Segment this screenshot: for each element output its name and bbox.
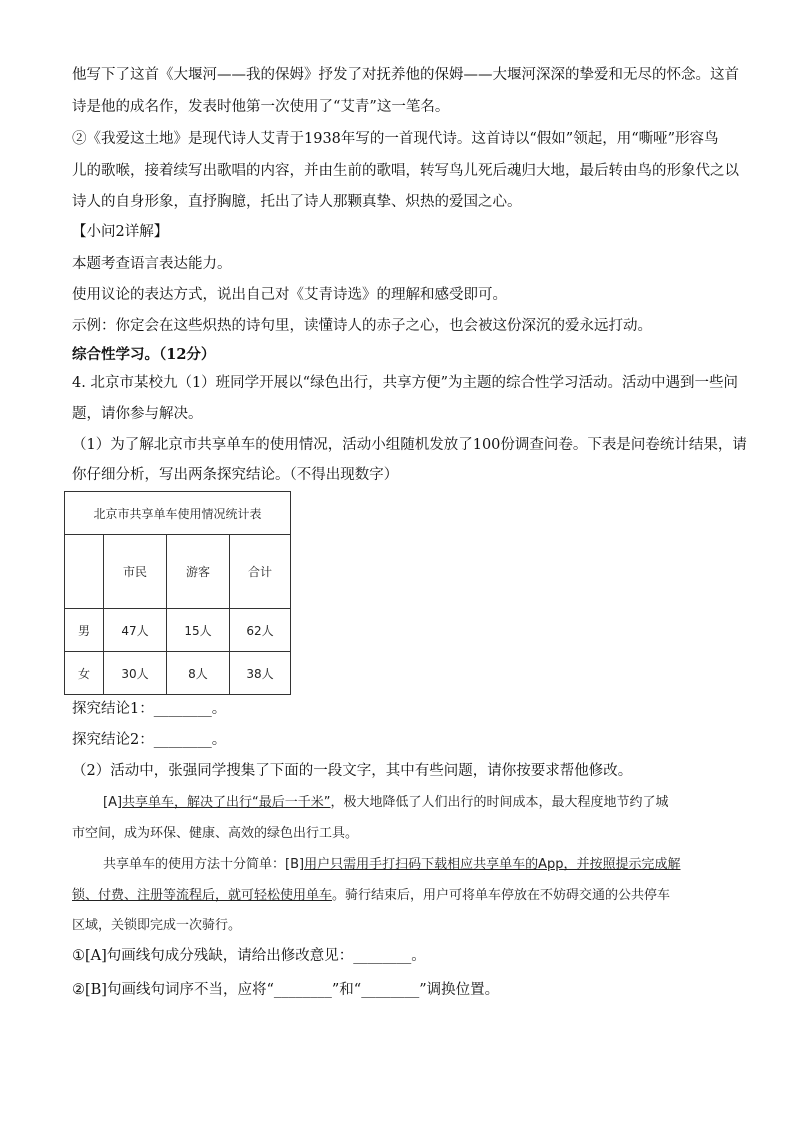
table-header-cell: 游客 bbox=[167, 535, 230, 609]
question-text: 题，请你参与解决。 bbox=[72, 406, 203, 422]
passage-line: 市空间，成为环保、健康、高效的绿色出行工具。 bbox=[72, 826, 359, 841]
statistics-table bbox=[64, 491, 291, 695]
passage-line bbox=[72, 886, 670, 906]
table-cell: 8人 bbox=[167, 652, 230, 695]
question-text: ①[A]句画线句成分残缺，请给出修改意见：________。 bbox=[72, 948, 426, 964]
passage-text: 。骑行结束后，用户可将单车停放在不妨碍交通的公共停车 bbox=[332, 888, 671, 903]
table-row bbox=[65, 652, 291, 695]
table-caption: 北京市共享单车使用情况统计表 bbox=[65, 492, 291, 535]
section-title: 综合性学习。（12分） bbox=[72, 346, 216, 363]
table-cell: 47人 bbox=[104, 609, 167, 652]
text-line: ②《我爱这土地》是现代诗人艾青于1938年写的一首现代诗。这首诗以“假如”领起，用“嘶哑”形容鸟 bbox=[72, 131, 719, 147]
question-text: 你仔细分析，写出两条探究结论。（不得出现数字） bbox=[72, 467, 399, 483]
table-header-cell bbox=[65, 535, 104, 609]
table-row bbox=[65, 609, 291, 652]
passage-line bbox=[103, 855, 680, 875]
text-line: 示例：你定会在这些炽热的诗句里，读懂诗人的赤子之心，也会被这份深沉的爱永远打动。 bbox=[72, 318, 652, 334]
underlined-sentence: 锁、付费、注册等流程后，就可轻松使用单车 bbox=[72, 888, 333, 903]
question-text: （2）活动中，张强同学搜集了下面的一段文字，其中有些问题，请你按要求帮他修改。 bbox=[72, 763, 633, 779]
question-text: 4. 北京市某校九（1）班同学开展以“绿色出行，共享方便”为主题的综合性学习活动。活动中遇到一些问 bbox=[72, 375, 738, 391]
table-cell: 62人 bbox=[230, 609, 291, 652]
passage-text: ，极大地降低了人们出行的时间成本，最大程度地节约了城 bbox=[330, 795, 669, 810]
question-text: （1）为了解北京市共享单车的使用情况，活动小组随机发放了100份调查问卷。下表是问卷统计结果，请 bbox=[72, 437, 747, 453]
underlined-sentence: 用户只需用手打扫码下载相应共享单车的App，并按照提示完成解 bbox=[304, 857, 681, 872]
table-header-cell: 合计 bbox=[230, 535, 291, 609]
sentence-label: [A] bbox=[103, 795, 123, 810]
underlined-sentence: 共享单车，解决了出行“最后一千米” bbox=[122, 795, 331, 810]
answer-heading: 【小问2详解】 bbox=[72, 224, 169, 240]
conclusion-blank: 探究结论1：________。 bbox=[72, 701, 227, 717]
table-cell: 男 bbox=[65, 609, 104, 652]
passage-line: 区域，关锁即完成一次骑行。 bbox=[72, 918, 242, 933]
table-header-cell: 市民 bbox=[104, 535, 167, 609]
passage-line bbox=[103, 793, 669, 813]
table-cell: 30人 bbox=[104, 652, 167, 695]
table-cell: 38人 bbox=[230, 652, 291, 695]
passage-text: 共享单车的使用方法十分简单：[B] bbox=[103, 857, 305, 872]
text-line: 儿的歌喉，接着续写出歌唱的内容，并由生前的歌唱，转写鸟儿死后魂归大地，最后转由鸟的形象代之以 bbox=[72, 163, 739, 179]
question-text: ②[B]句画线句词序不当，应将“________”和“________”调换位置。 bbox=[72, 982, 500, 998]
table-cell: 女 bbox=[65, 652, 104, 695]
conclusion-blank: 探究结论2：________。 bbox=[72, 732, 227, 748]
text-line: 诗是他的成名作，发表时他第一次使用了“艾青”这一笔名。 bbox=[72, 99, 450, 115]
text-line: 本题考查语言表达能力。 bbox=[72, 256, 232, 272]
text-line: 诗人的自身形象，直抒胸臆，托出了诗人那颗真挚、炽热的爱国之心。 bbox=[72, 194, 522, 210]
text-line: 他写下了这首《大堰河——我的保姆》抒发了对抚养他的保姆——大堰河深深的挚爱和无尽的怀念。这首 bbox=[72, 67, 739, 83]
table-cell: 15人 bbox=[167, 609, 230, 652]
text-line: 使用议论的表达方式，说出自己对《艾青诗选》的理解和感受即可。 bbox=[72, 287, 507, 303]
